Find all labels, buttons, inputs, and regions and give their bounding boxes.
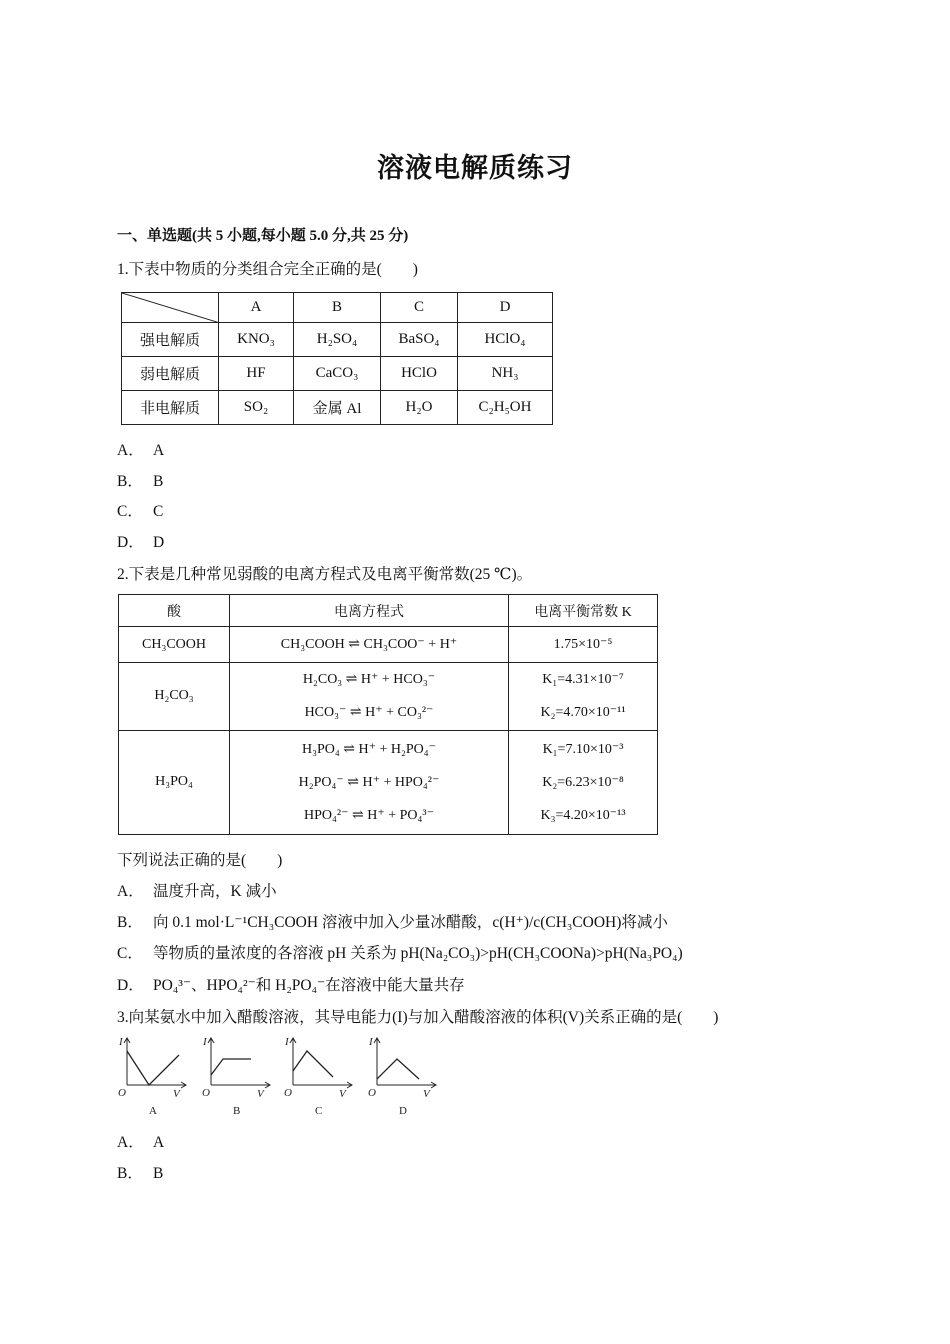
q2-option-d[interactable]: D． PO₄³⁻、HPO₄²⁻和 H₂PO₄⁻在溶液中能大量共存 <box>117 977 465 994</box>
q3-option-a[interactable]: A． A <box>117 1134 165 1151</box>
page-title: 溶液电解质练习 <box>377 153 573 184</box>
origin-label: O <box>368 1087 376 1099</box>
table-cell: H₂O <box>381 391 458 425</box>
header-b: B <box>294 293 381 323</box>
equation: H₂PO₄⁻ ⇌ H⁺ + HPO₄²⁻ <box>298 774 440 790</box>
equation: H₂CO₃ ⇌ H⁺ + HCO₃⁻ <box>302 672 436 688</box>
header-d: D <box>458 293 553 323</box>
constant: K₂=4.70×10⁻¹¹ <box>540 705 626 721</box>
q2-option-b[interactable]: B． 向 0.1 mol·L⁻¹CH₃COOH 溶液中加入少量冰醋酸，c(H⁺)/c(CH₃COOH)将减小 <box>117 914 668 931</box>
graph-d <box>368 1036 436 1117</box>
header-c: C <box>381 293 458 323</box>
diagonal-header-cell <box>122 293 219 323</box>
table-cell: NH₃ <box>458 357 553 391</box>
acid-name: H₂CO₃ <box>119 663 230 730</box>
row-label: 强电解质 <box>122 323 219 357</box>
curve <box>377 1059 419 1079</box>
row-label: 非电解质 <box>122 391 219 425</box>
table-cell: CaCO₃ <box>294 357 381 391</box>
table-cell: H₂SO₄ <box>294 323 381 357</box>
q1-option-a[interactable]: A． A <box>117 442 165 459</box>
q3-option-b[interactable]: B． B <box>117 1165 164 1182</box>
question-2-prompt: 下列说法正确的是( ) <box>117 852 283 869</box>
table-cell: HF <box>219 357 294 391</box>
graph-c <box>284 1036 352 1117</box>
graph-label: D <box>399 1105 407 1117</box>
axis-label-i: I <box>119 1036 123 1048</box>
header-acid: 酸 <box>119 595 230 627</box>
question-3-stem: 3.向某氨水中加入醋酸溶液，其导电能力(I)与加入醋酸溶液的体积(V)关系正确的是( ) <box>117 1009 719 1026</box>
axis-label-i: I <box>203 1036 207 1048</box>
q1-option-d[interactable]: D． D <box>117 534 165 551</box>
table-cell: HClO <box>381 357 458 391</box>
q2-option-c[interactable]: C． 等物质的量浓度的各溶液 pH 关系为 pH(Na₂CO₃)>pH(CH₃COONa)>pH(Na₃PO₄) <box>117 945 683 962</box>
axis-label-i: I <box>369 1036 373 1048</box>
graph-label: C <box>315 1105 323 1117</box>
acid-name: CH₃COOH <box>119 627 230 663</box>
question-1-stem: 1.下表中物质的分类组合完全正确的是( ) <box>117 261 418 278</box>
equation-cell <box>230 730 509 834</box>
graph-a <box>118 1036 186 1117</box>
curve <box>293 1051 333 1077</box>
curve <box>127 1051 179 1085</box>
constant: K₁=7.10×10⁻³ <box>542 741 624 757</box>
constant-cell <box>509 663 658 730</box>
table-cell: HClO₄ <box>458 323 553 357</box>
section-heading: 一、单选题(共 5 小题,每小题 5.0 分,共 25 分) <box>117 228 409 244</box>
table-cell: C₂H₅OH <box>458 391 553 425</box>
q1-option-b[interactable]: B． B <box>117 473 164 490</box>
acid-name: H₃PO₄ <box>119 730 230 834</box>
axis-label-i: I <box>285 1036 289 1048</box>
axis-label-v: V <box>257 1088 264 1100</box>
classification-table <box>121 292 553 425</box>
conductivity-graphs <box>115 1035 445 1120</box>
q2-option-a[interactable]: A． 温度升高，K 减小 <box>117 883 277 900</box>
curve <box>211 1059 251 1075</box>
header-equation: 电离方程式 <box>230 595 509 627</box>
constant-cell <box>509 730 658 834</box>
constant: K₃=4.20×10⁻¹³ <box>540 807 626 823</box>
table-cell: KNO₃ <box>219 323 294 357</box>
table-cell: SO₂ <box>219 391 294 425</box>
axis-label-v: V <box>173 1088 180 1100</box>
equation: HPO₄²⁻ ⇌ H⁺ + PO₄³⁻ <box>304 807 434 823</box>
q1-option-c[interactable]: C． C <box>117 503 164 520</box>
table-cell: BaSO₄ <box>381 323 458 357</box>
equation: H₃PO₄ ⇌ H⁺ + H₂PO₄⁻ <box>301 741 437 757</box>
row-label: 弱电解质 <box>122 357 219 391</box>
diagonal-line <box>122 293 220 323</box>
origin-label: O <box>284 1087 292 1099</box>
constant: K₁=4.31×10⁻⁷ <box>542 672 624 688</box>
axis-label-v: V <box>339 1088 346 1100</box>
origin-label: O <box>118 1087 126 1099</box>
equation: CH₃COOH ⇌ CH₃COO⁻ + H⁺ <box>230 627 509 663</box>
table-cell: 金属 Al <box>294 391 381 425</box>
question-2-stem: 2.下表是几种常见弱酸的电离方程式及电离平衡常数(25 ℃)。 <box>117 566 533 583</box>
constant: 1.75×10⁻⁵ <box>509 627 658 663</box>
graph-b <box>202 1036 270 1117</box>
axis-label-v: V <box>423 1088 430 1100</box>
header-constant: 电离平衡常数 K <box>509 595 658 627</box>
ionization-table <box>118 594 658 835</box>
equation: HCO₃⁻ ⇌ H⁺ + CO₃²⁻ <box>304 705 434 721</box>
equation-cell <box>230 663 509 730</box>
origin-label: O <box>202 1087 210 1099</box>
header-a: A <box>219 293 294 323</box>
graph-label: A <box>149 1105 157 1117</box>
graph-label: B <box>233 1105 241 1117</box>
constant: K₂=6.23×10⁻⁸ <box>542 774 624 790</box>
